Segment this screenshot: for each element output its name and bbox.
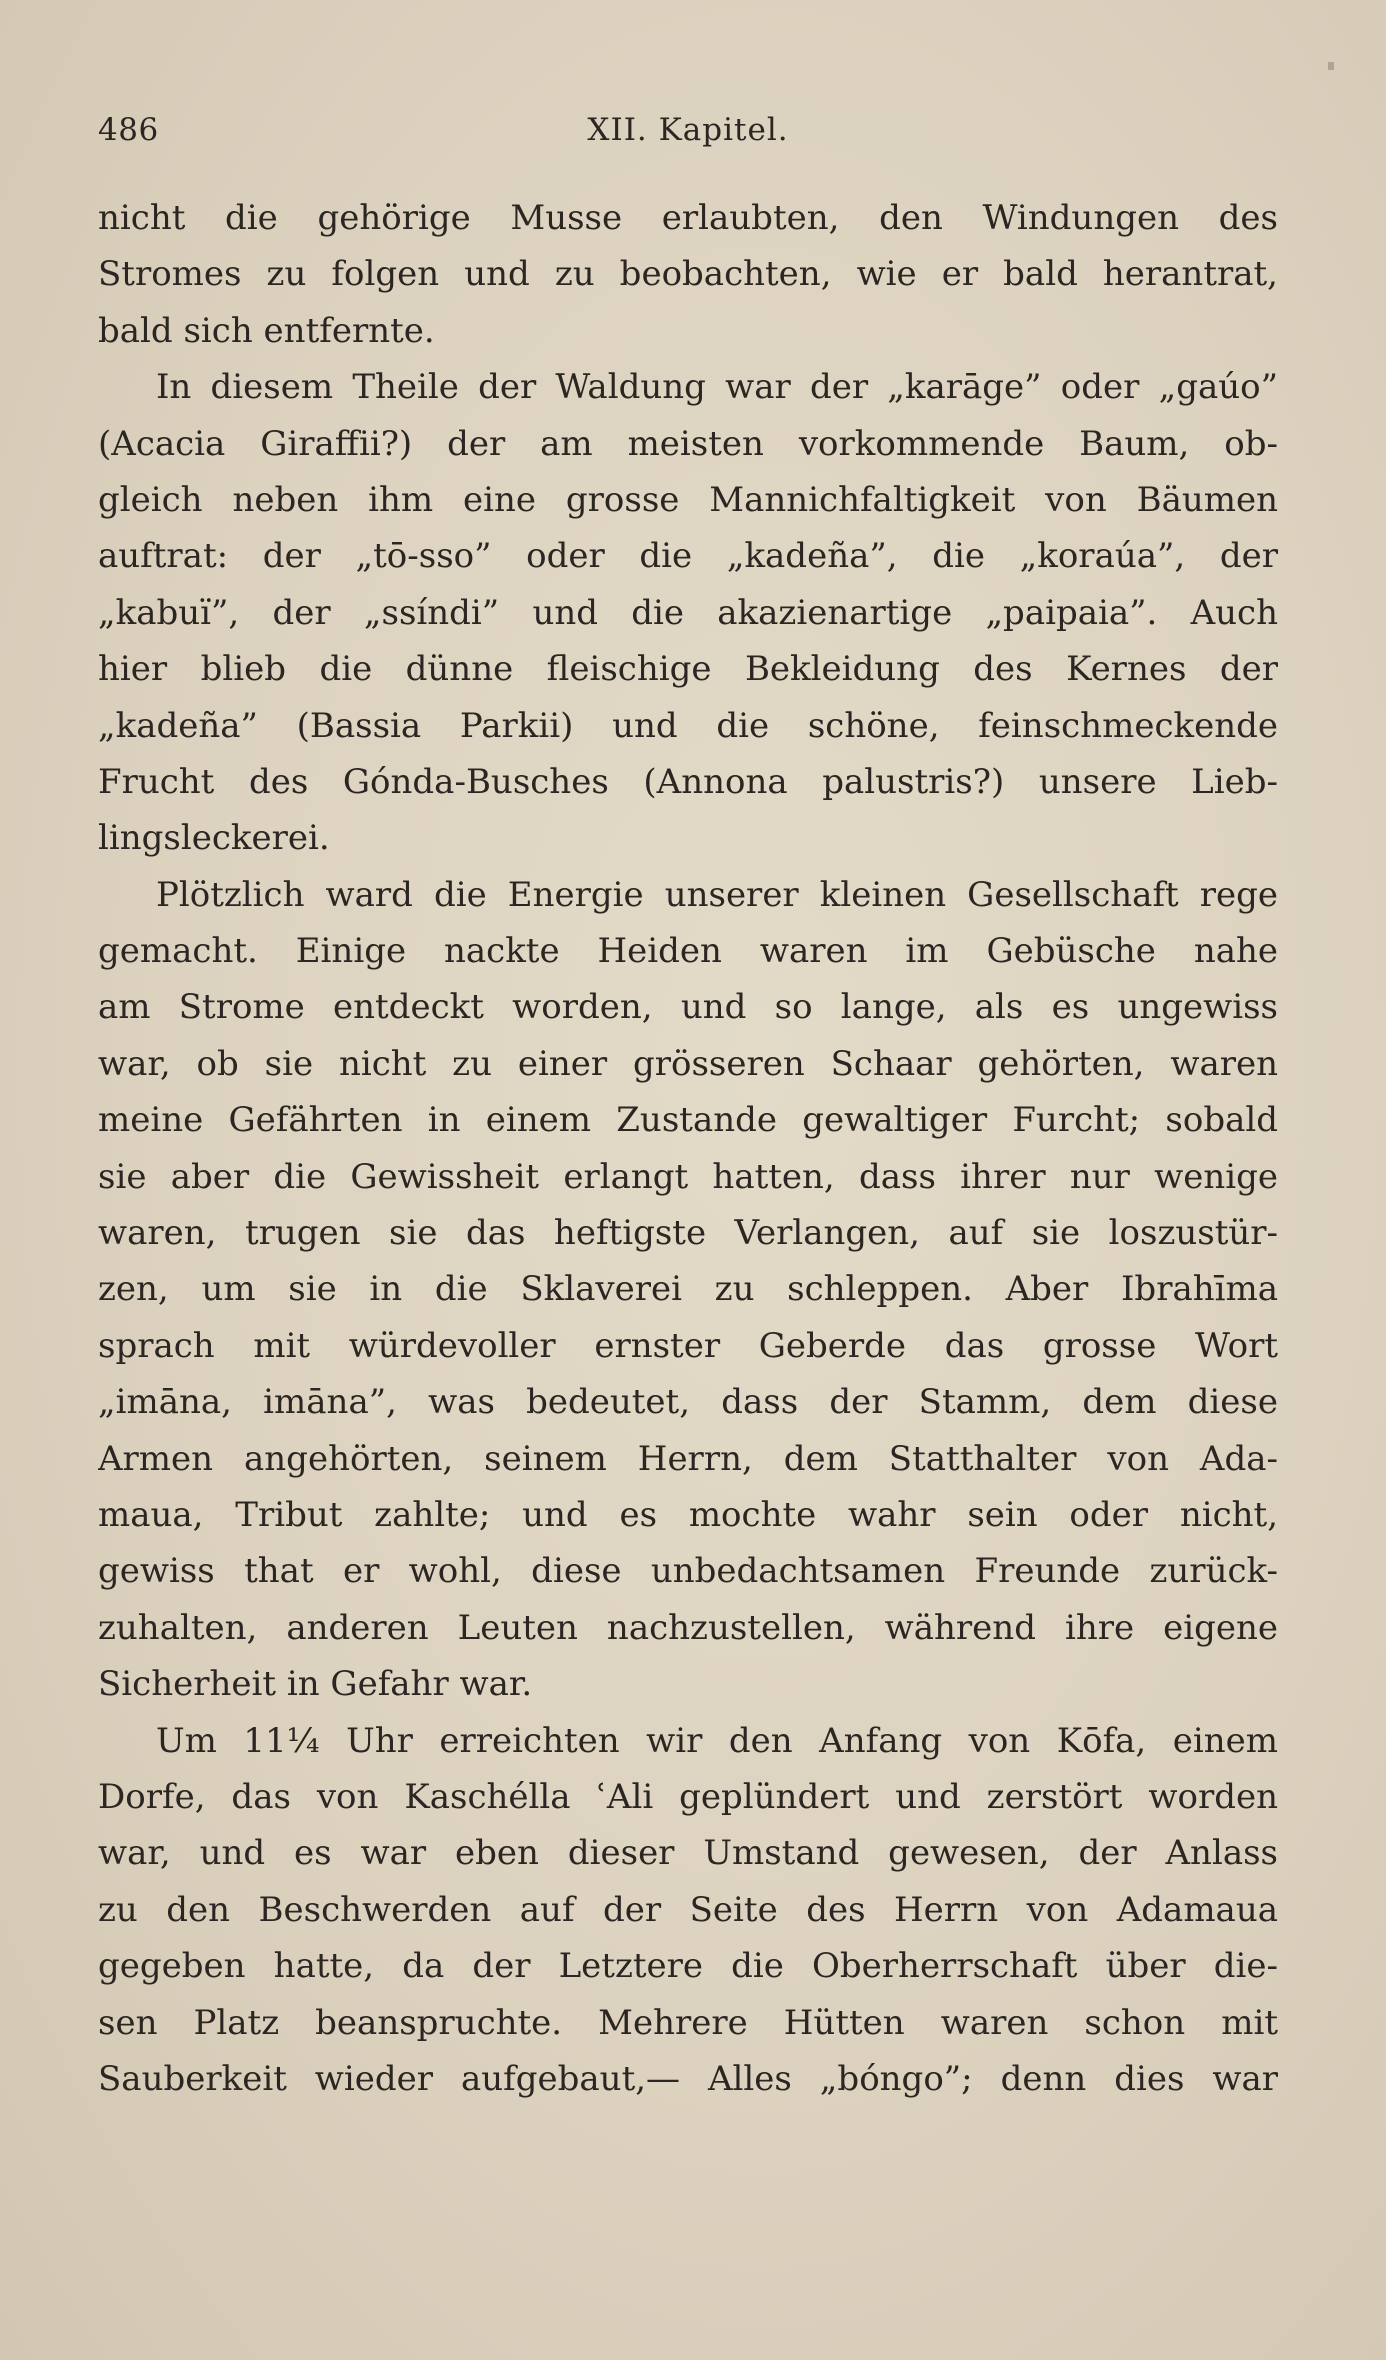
text-line: bald sich entfernte. <box>98 310 435 351</box>
text-line: lingsleckerei. <box>98 818 330 859</box>
text-line: zuhalten, anderen Leuten nachzustellen, während ihre eigene <box>98 1607 1278 1648</box>
text-line: gegeben hatte, da der Letztere die Oberherrschaft über die- <box>98 1946 1278 1987</box>
text-line: sie aber die Gewissheit erlangt hatten, dass ihrer nur wenige <box>98 1156 1278 1197</box>
text-line: maua, Tribut zahlte; und es mochte wahr sein oder nicht, <box>98 1494 1278 1535</box>
text-line: meine Gefährten in einem Zustande gewaltiger Furcht; sobald <box>98 1100 1278 1141</box>
text-line: hier blieb die dünne fleischige Bekleidung des Kernes der <box>98 649 1278 690</box>
text-line: Dorfe, das von Kaschélla ʿAli geplündert und zerstört worden <box>98 1776 1278 1817</box>
text-line: „imāna, imāna”, was bedeutet, dass der Stamm, dem diese <box>98 1382 1278 1423</box>
text-line: war, und es war eben dieser Umstand gewesen, der Anlass <box>98 1833 1278 1874</box>
text-line: In diesem Theile der Waldung war der „karāge” oder „gaúo” <box>156 367 1278 408</box>
text-line: zu den Beschwerden auf der Seite des Herrn von Adamaua <box>98 1889 1278 1930</box>
body-text <box>98 190 1278 2107</box>
text-line: auftrat: der „tō-sso” oder die „kadeña”, die „koraúa”, der <box>98 536 1278 577</box>
text-line: „kabuï”, der „ssíndi” und die akazienartige „paipaia”. Auch <box>98 592 1278 633</box>
text-line: Um 11¼ Uhr erreichten wir den Anfang von Kōfa, einem <box>156 1720 1278 1761</box>
text-line: nicht die gehörige Musse erlaubten, den Windungen des <box>98 198 1278 238</box>
text-line: sprach mit würdevoller ernster Geberde das grosse Wort <box>98 1325 1278 1366</box>
running-head: XII. Kapitel. <box>587 112 789 148</box>
text-line: sen Platz beanspruchte. Mehrere Hütten waren schon mit <box>98 2002 1278 2043</box>
text-line: Plötzlich ward die Energie unserer kleinen Gesellschaft rege <box>156 874 1278 915</box>
page-header <box>98 112 1278 162</box>
text-line: war, ob sie nicht zu einer grösseren Schaar gehörten, waren <box>98 1043 1278 1084</box>
page-number: 486 <box>98 112 159 148</box>
text-line: Stromes zu folgen und zu beobachten, wie er bald herantrat, <box>98 254 1278 295</box>
text-line: Sauberkeit wieder aufgebaut,— Alles „bóngo”; denn dies war <box>98 2058 1278 2099</box>
text-line: zen, um sie in die Sklaverei zu schleppen. Aber Ibrahīma <box>98 1269 1278 1310</box>
text-line: Frucht des Gónda-Busches (Annona palustris?) unsere Lieb- <box>98 761 1278 802</box>
text-line: (Acacia Giraffii?) der am meisten vorkommende Baum, ob- <box>98 423 1278 464</box>
text-line: „kadeña” (Bassia Parkii) und die schöne, feinschmeckende <box>98 705 1278 746</box>
text-line: gleich neben ihm eine grosse Mannichfaltigkeit von Bäumen <box>98 479 1278 520</box>
text-line: Armen angehörten, seinem Herrn, dem Statthalter von Ada- <box>98 1438 1278 1479</box>
text-line: am Strome entdeckt worden, und so lange, als es ungewiss <box>98 987 1278 1028</box>
text-line: waren, trugen sie das heftigste Verlangen, auf sie loszustür- <box>98 1213 1278 1254</box>
text-line: gemacht. Einige nackte Heiden waren im Gebüsche nahe <box>98 931 1278 972</box>
text-line: Sicherheit in Gefahr war. <box>98 1664 533 1705</box>
paper-speck <box>1328 62 1334 70</box>
text-line: gewiss that er wohl, diese unbedachtsamen Freunde zurück- <box>98 1551 1278 1592</box>
